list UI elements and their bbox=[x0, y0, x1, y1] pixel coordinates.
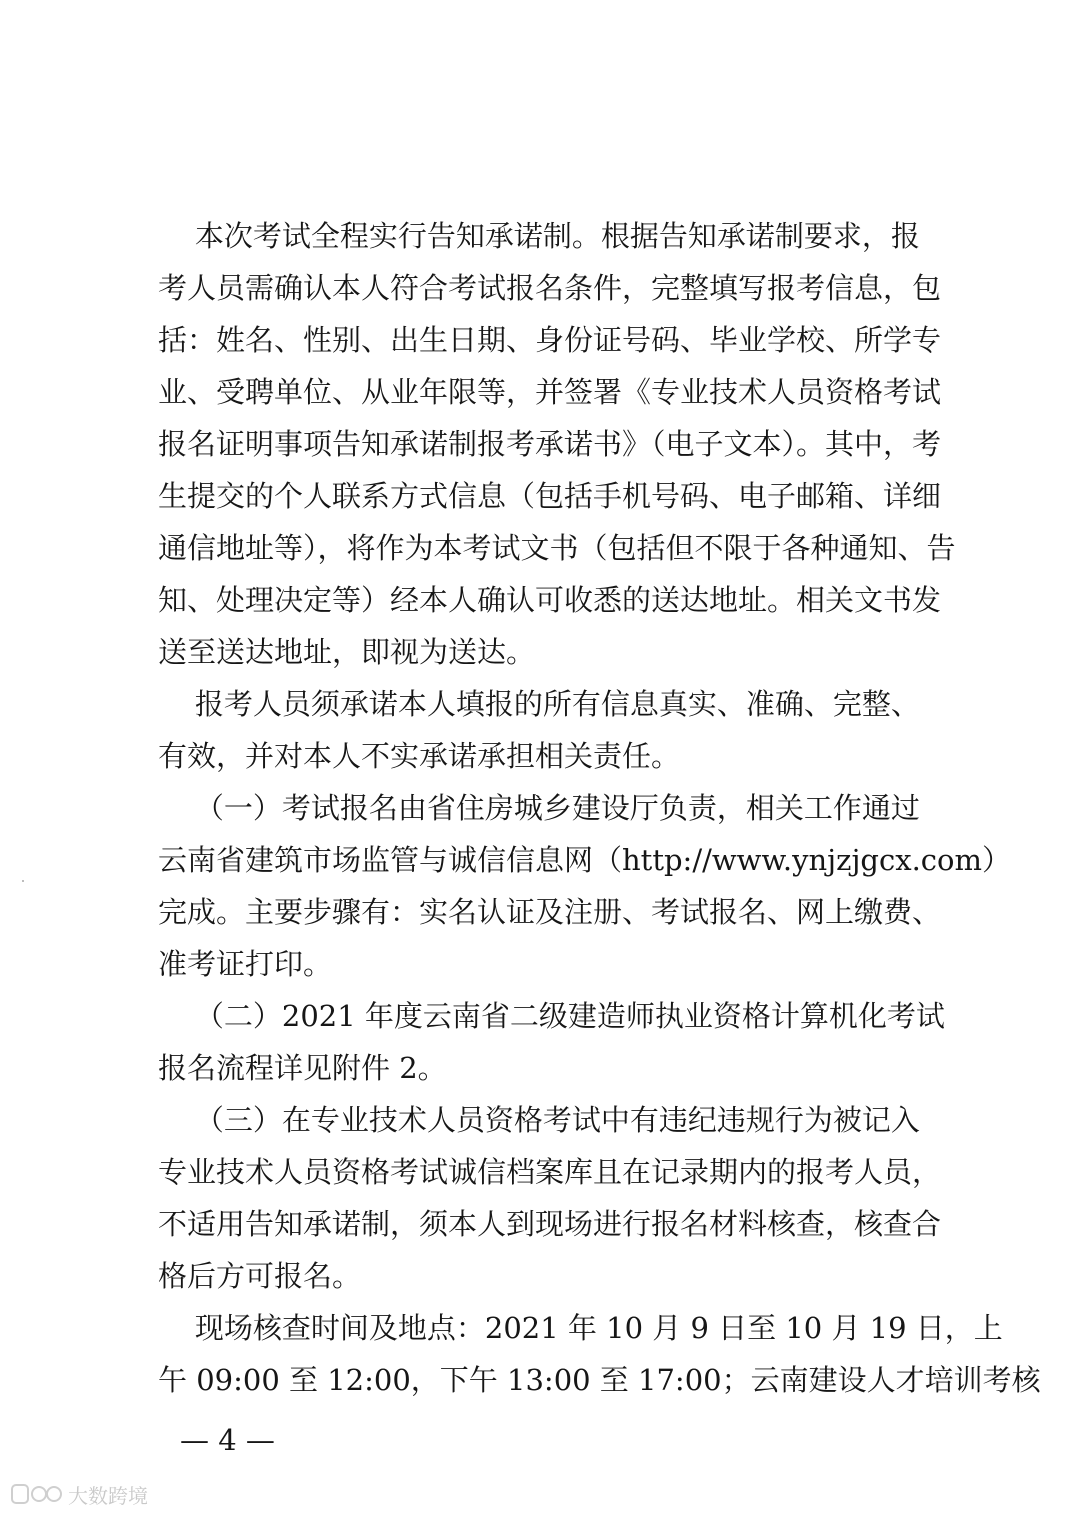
text-line: 通信地址等），将作为本考试文书（包括但不限于各种通知、告 bbox=[158, 531, 956, 565]
text-line: 考人员需确认本人符合考试报名条件，完整填写报考信息，包 bbox=[158, 271, 942, 305]
text-line: 不适用告知承诺制，须本人到现场进行报名材料核查，核查合 bbox=[158, 1207, 942, 1241]
text-line: 报考人员须承诺本人填报的所有信息真实、准确、完整、 bbox=[158, 687, 920, 721]
text-line: 专业技术人员资格考试诚信档案库且在记录期内的报考人员， bbox=[158, 1155, 942, 1189]
scan-artifact bbox=[22, 880, 24, 882]
text-line: 有效，并对本人不实承诺承担相关责任。 bbox=[158, 739, 681, 773]
text-line: 送至送达地址，即视为送达。 bbox=[158, 635, 536, 669]
text-line: 现场核查时间及地点：2021 年 10 月 9 日至 10 月 19 日，上 bbox=[158, 1311, 1003, 1345]
text-line: 报名证明事项告知承诺制报考承诺书》（电子文本）。其中，考 bbox=[158, 427, 942, 461]
watermark-text: 大数跨境 bbox=[68, 1483, 148, 1508]
page-number: — 4 — bbox=[180, 1423, 275, 1457]
text-line: （二）2021 年度云南省二级建造师执业资格计算机化考试 bbox=[158, 999, 945, 1033]
text-line: 本次考试全程实行告知承诺制。根据告知承诺制要求，报 bbox=[158, 219, 920, 253]
text-line: 准考证打印。 bbox=[158, 947, 333, 981]
text-line: 报名流程详见附件 2。 bbox=[158, 1051, 447, 1085]
text-line: 完成。主要步骤有：实名认证及注册、考试报名、网上缴费、 bbox=[158, 895, 942, 929]
text-line: 业、受聘单位、从业年限等，并签署《专业技术人员资格考试 bbox=[158, 375, 942, 409]
text-line: （三）在专业技术人员资格考试中有违纪违规行为被记入 bbox=[158, 1103, 920, 1137]
text-line: 午 09:00 至 12:00，下午 13:00 至 17:00；云南建设人才培训考核 bbox=[158, 1363, 1041, 1397]
text-line: 括：姓名、性别、出生日期、身份证号码、毕业学校、所学专 bbox=[158, 323, 942, 357]
text-line: 知、处理决定等）经本人确认可收悉的送达地址。相关文书发 bbox=[158, 583, 942, 617]
text-line: 云南省建筑市场监管与诚信信息网（http://www.ynjzjgcx.com） bbox=[158, 843, 1012, 877]
watermark-logo-icon bbox=[10, 1481, 64, 1507]
text-line: 生提交的个人联系方式信息（包括手机号码、电子邮箱、详细 bbox=[158, 479, 942, 513]
text-line: 格后方可报名。 bbox=[158, 1259, 362, 1293]
text-line: （一）考试报名由省住房城乡建设厅负责，相关工作通过 bbox=[158, 791, 920, 825]
watermark bbox=[10, 1479, 148, 1509]
